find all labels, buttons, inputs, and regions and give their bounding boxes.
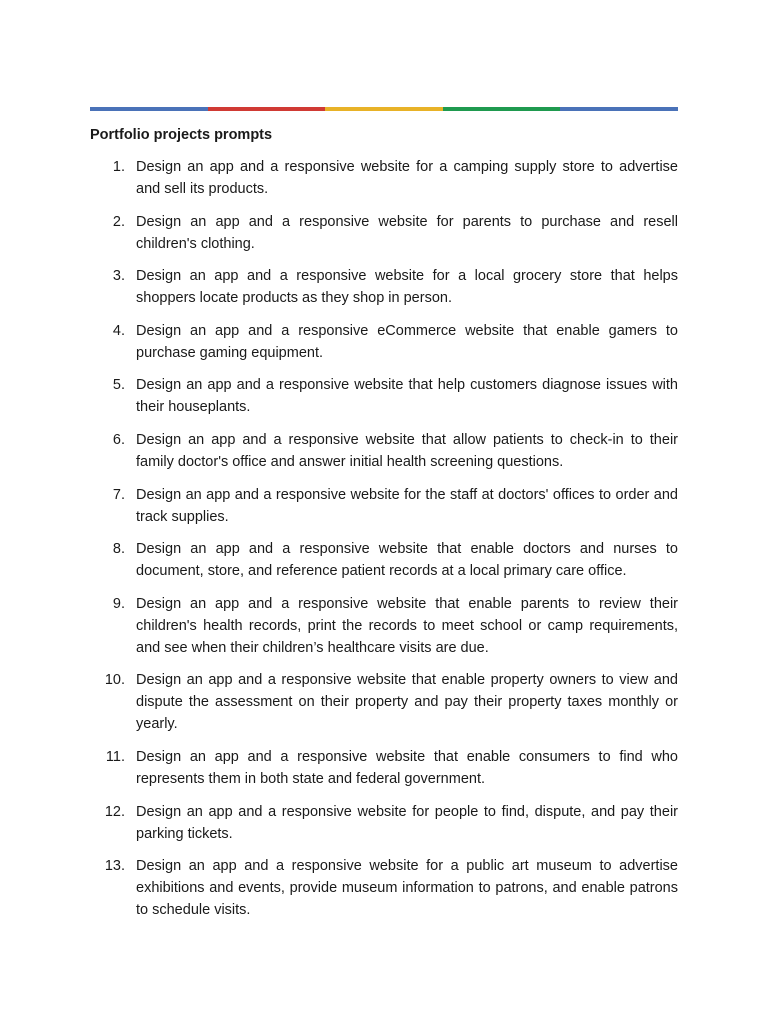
color-bar-segment-yellow [325,107,443,111]
list-item [90,211,678,255]
color-bar-segment-blue-end [560,107,678,111]
list-item-text: Design an app and a responsive website that allow patients to check-in to their family doctor's office and answer initial health screening questions. [136,431,678,470]
list-item-number: 12. [104,803,125,820]
color-bar-segment-green [443,107,561,111]
list-item-text: Design an app and a responsive website that help customers diagnose issues with their houseplants. [136,377,678,416]
list-item-number: 9. [112,595,125,612]
list-item [90,593,678,659]
list-item [90,801,678,845]
list-item-number: 6. [112,431,125,448]
list-item-number: 3. [112,268,125,285]
list-item-number: 7. [112,486,125,503]
list-item-text: Design an app and a responsive website that enable property owners to view and dispute the assessment on their property and pay their property taxes monthly or yearly. [136,672,678,733]
color-bar-segment-blue [90,107,208,111]
list-item-number: 11. [105,748,125,765]
list-item [90,669,678,735]
list-item-number: 5. [112,377,125,394]
prompt-list [90,156,678,932]
list-item [90,538,678,582]
list-item [90,156,678,200]
list-item-number: 10. [104,672,125,689]
list-item-text: Design an app and a responsive website for people to find, dispute, and pay their parking tickets. [136,803,678,842]
list-item-number: 1. [112,159,125,175]
list-item [90,746,678,790]
list-item-text: Design an app and a responsive eCommerce website that enable gamers to purchase gaming equipment. [136,322,678,361]
color-bar-segment-red [208,107,326,111]
list-item-text: Design an app and a responsive website for parents to purchase and resell children's clothing. [136,213,678,252]
list-item-text: Design an app and a responsive website that enable doctors and nurses to document, store, and reference patient records at a local primary care office. [136,541,678,580]
page-title: Portfolio projects prompts [90,127,273,143]
list-item-number: 4. [112,322,125,339]
list-item-text: Design an app and a responsive website for a local grocery store that helps shoppers locate products as they shop in person. [136,268,678,307]
list-item [90,855,678,921]
color-divider-bar [90,107,678,111]
list-item [90,429,678,473]
list-item-text: Design an app and a responsive website that enable consumers to find who represents them in both state and federal government. [136,748,678,787]
list-item [90,374,678,418]
list-item-text: Design an app and a responsive website for a camping supply store to advertise and sell its products. [136,159,678,197]
list-item [90,265,678,309]
list-item [90,484,678,528]
list-item-text: Design an app and a responsive website for the staff at doctors' offices to order and track supplies. [136,486,678,525]
list-item-text: Design an app and a responsive website for a public art museum to advertise exhibitions and events, provide museum information to patrons, and enable patrons to schedule visits. [136,858,678,919]
list-item [90,320,678,364]
list-item-number: 2. [112,213,125,230]
list-item-number: 8. [112,541,125,558]
list-item-text: Design an app and a responsive website that enable parents to review their children's health records, print the records to meet school or camp requirements, and see when their children’s healthcare visits are due. [136,595,678,656]
list-item-number: 13. [104,858,125,875]
